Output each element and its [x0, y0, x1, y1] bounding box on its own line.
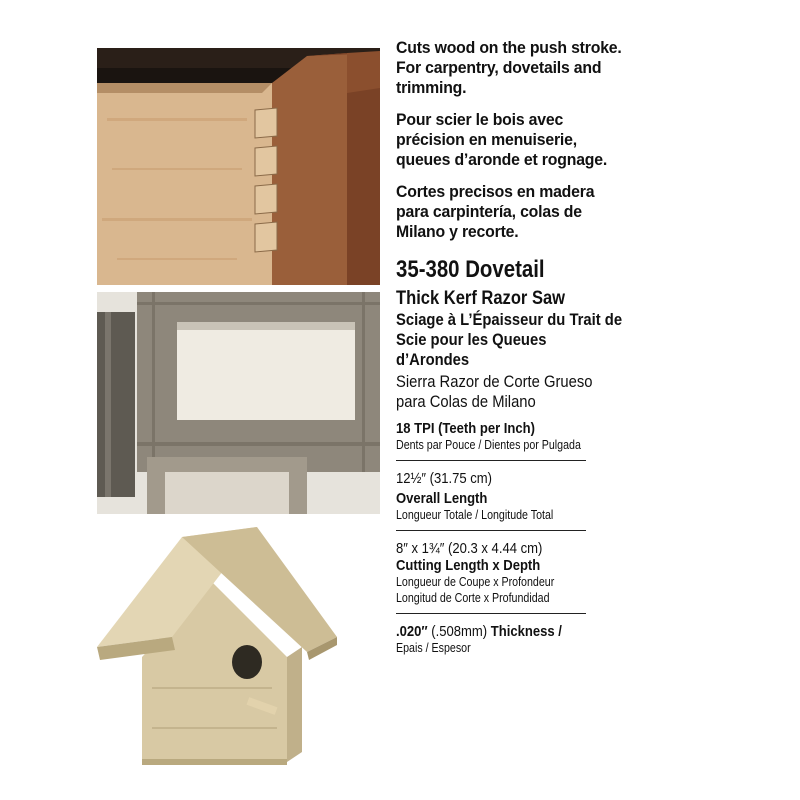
description-en: Cuts wood on the push stroke. For carpentry, dovetails and trimming.	[396, 38, 622, 97]
product-title-fr: Sciage à L’Épaisseur du Trait de Scie pour les Queues d’Arondes	[396, 310, 623, 369]
spec-cutting-value: 8″ x 1¾″ (20.3 x 4.44 cm)	[396, 540, 543, 557]
description-es: Cortes precisos en madera para carpintería, colas de Milano y recorte.	[396, 182, 595, 241]
spec-tpi-translation: Dents par Pouce / Dientes por Pulgada	[396, 437, 581, 452]
spec-tpi: 18 TPI (Teeth per Inch)	[396, 420, 535, 437]
spec-length-value: 12½″ (31.75 cm)	[396, 470, 493, 487]
spec-cutting-translation-fr: Longueur de Coupe x Profondeur	[396, 574, 555, 589]
spec-thickness: .020″ (.508mm) Thickness /	[396, 623, 562, 640]
spec-cutting-label: Cutting Length x Depth	[396, 557, 541, 574]
dovetail-joint-photo	[97, 48, 380, 285]
divider	[396, 613, 586, 614]
spec-cutting-translation-es: Longitud de Corte x Profundidad	[396, 590, 550, 605]
product-text-column	[396, 38, 636, 656]
product-title-es: Sierra Razor de Corte Grueso para Colas de Milano	[396, 372, 593, 411]
spec-length-label: Overall Length	[396, 490, 488, 507]
product-subtitle: Thick Kerf Razor Saw	[396, 288, 566, 309]
divider	[396, 530, 586, 531]
description-fr: Pour scier le bois avec précision en menuiserie, queues d’aronde et rognage.	[396, 110, 608, 169]
spec-thickness-translation: Epais / Espesor	[396, 640, 471, 655]
divider	[396, 460, 586, 461]
birdhouse-photo	[97, 527, 347, 787]
spec-length-translation: Longueur Totale / Longitude Total	[396, 507, 554, 522]
product-title: 35-380 Dovetail	[396, 256, 545, 283]
wood-frames-photo	[97, 292, 380, 514]
